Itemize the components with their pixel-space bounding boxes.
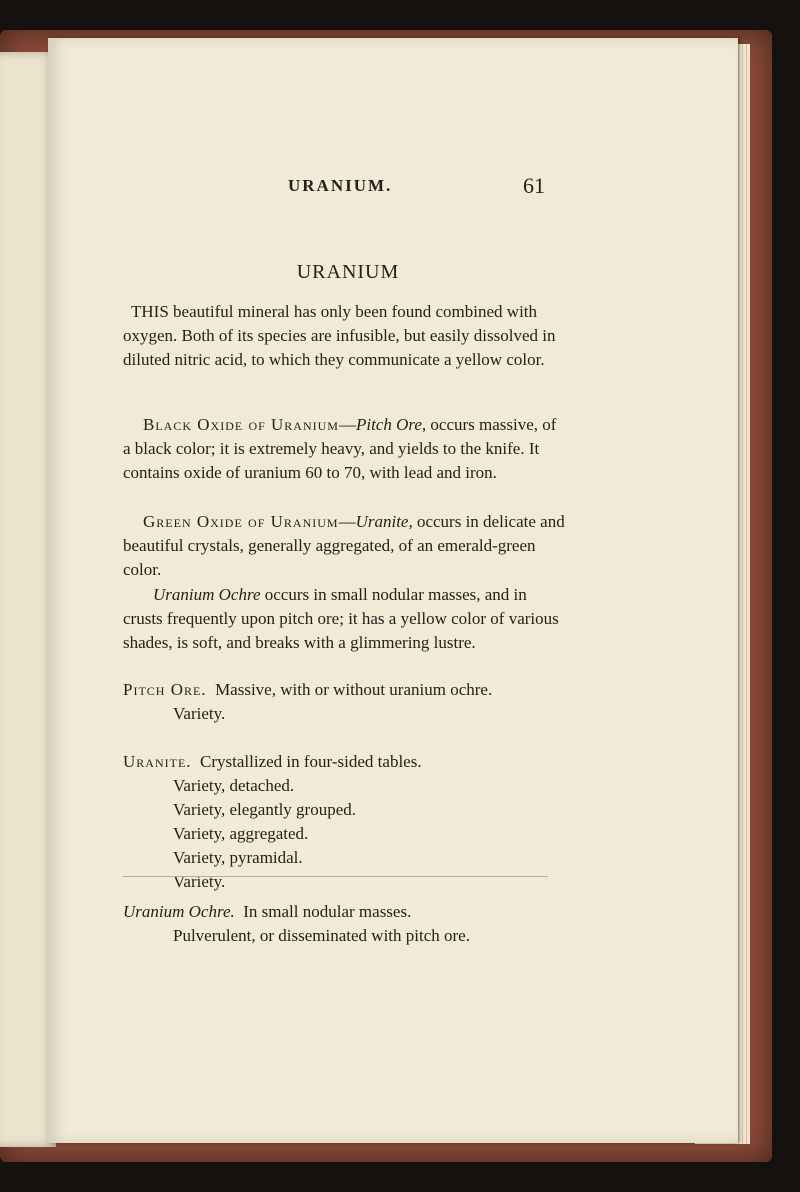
- black-oxide-name: Black Oxide of Uranium: [143, 415, 339, 434]
- variety-line: Pulverulent, or disseminated with pitch ore.: [173, 926, 470, 945]
- uranite-description: Crystallized in four-sided tables.: [200, 752, 422, 771]
- uranite-name: Uranite.: [123, 752, 192, 771]
- uranium-ochre-paragraph: [123, 583, 568, 655]
- variety-line: Variety, detached.: [173, 776, 295, 795]
- uranite-heading: [123, 750, 583, 774]
- green-oxide-alias: Uranite,: [355, 512, 413, 531]
- uranium-ochre-text: occurs in small nodular masses, and in crusts frequently upon pitch ore; it has a yellow color of various shades, is soft, and breaks with a glimmering lustre.: [123, 585, 559, 652]
- divider-rule: [123, 876, 548, 877]
- pitch-ore-name: Pitch Ore.: [123, 680, 207, 699]
- black-oxide-alias: Pitch Ore,: [355, 415, 427, 434]
- variety-line: Variety, pyramidal.: [173, 848, 303, 867]
- variety-line: Variety.: [173, 872, 226, 891]
- uranium-ochre-entry: [123, 900, 583, 948]
- book-page: [48, 38, 738, 1143]
- green-oxide-text: occurs in delicate and beautiful crystals, generally aggregated, of an emerald-green color.: [123, 512, 565, 579]
- uranium-ochre-description: In small nodular masses.: [243, 902, 412, 921]
- uranium-ochre-heading: [123, 900, 583, 924]
- running-head: URANIUM.: [288, 176, 393, 195]
- page-number: 61: [523, 173, 545, 198]
- black-oxide-text: occurs massive, of a black color; it is extremely heavy, and yields to the knife. It contains oxide of uranium 60 to 70, with lead and iron.: [123, 415, 557, 482]
- green-oxide-name: Green Oxide of Uranium: [143, 512, 339, 531]
- intro-paragraph: THIS beautiful mineral has only been found combined with oxygen. Both of its species are infusible, but easily dissolved in diluted nitric acid, to which they communicate a yellow color.: [123, 302, 556, 369]
- green-oxide-dash: —: [338, 512, 356, 531]
- green-oxide-paragraph: [123, 510, 568, 582]
- section-title: URANIUM: [296, 261, 400, 283]
- black-oxide-paragraph: [123, 413, 568, 485]
- variety-line: Variety, elegantly grouped.: [173, 800, 356, 819]
- pitch-ore-description: Massive, with or without uranium ochre.: [215, 680, 493, 699]
- pitch-ore-heading: [123, 678, 583, 702]
- black-oxide-dash: —: [338, 415, 356, 434]
- pitch-ore-entry: [123, 678, 583, 726]
- uranite-entry: [123, 750, 583, 894]
- variety-line: Variety, aggregated.: [173, 824, 309, 843]
- variety-line: Variety.: [173, 704, 226, 723]
- uranium-ochre-name: Uranium Ochre: [153, 585, 261, 604]
- uranium-ochre-entry-name: Uranium Ochre.: [123, 902, 235, 921]
